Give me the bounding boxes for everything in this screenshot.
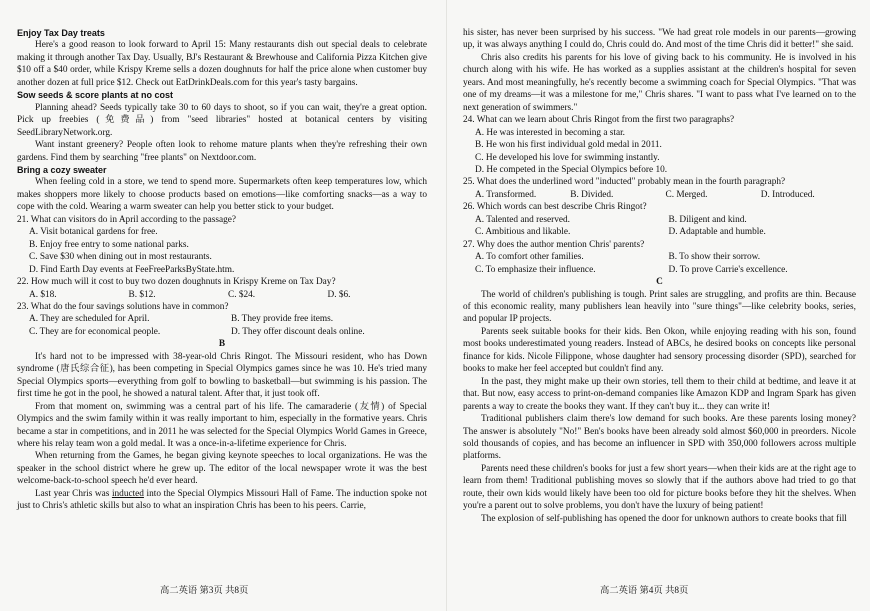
paragraph: Planning ahead? Seeds typically take 30 to 60 days to shoot, so if you can wait, they're a great option. Pick up freebies (免费品) from "seed libraries" hosted at botanical centers by visiting SeedLibraryNetwork.org. [17, 102, 427, 138]
page-fold-divider [446, 0, 447, 611]
option: D. Introduced. [760, 189, 815, 200]
question-21: 21. What can visitors do in April according to the passage? [17, 214, 237, 225]
paragraph: Traditional publishers claim there's low demand for such books. Are these parents losing money? The answer is absolutely "No!" Ben's books have been already sold almost $60,000 in preorders. Nicole sold thousands of copies, and has become an influencer in SPD with 350,000 followers across multiple platforms. [463, 414, 856, 462]
question-26: 26. Which words can best describe Chris Ringot? [463, 202, 647, 213]
question-24: 24. What can we learn about Chris Ringot from the first two paragraphs? [463, 115, 735, 126]
option: A. Transformed. [475, 189, 537, 200]
question-23-options [17, 313, 427, 338]
paragraph: The world of children's publishing is tough. Print sales are struggling, and profits are thin. Because of this economic reality, many publishers lean heavily into "sure things"—like celebrity books, series, and popular IP projects. [463, 289, 856, 325]
paragraph: When feeling cold in a store, we tend to spend more. Supermarkets often keep temperatures low, which makes shoppers more likely to choose products based on emotions—like comforting snacks—as a way to cope with the cold. Wearing a warm sweater can help you better stick to your budget. [17, 177, 427, 213]
question-22-options [17, 289, 427, 301]
option: C. To emphasize their influence. [475, 264, 596, 275]
option: B. He won his first individual gold medal in 2011. [475, 140, 662, 151]
page-footer-right: 高二英语 第4页 共8页 [600, 586, 689, 596]
option: A. They are scheduled for April. [29, 314, 150, 325]
paragraph: The explosion of self-publishing has opened the door for unknown authors to create books that fill [481, 513, 847, 524]
question-24-options [463, 127, 856, 177]
question-22: 22. How much will it cost to buy two dozen doughnuts in Krispy Kreme on Tax Day? [17, 277, 336, 288]
option: B. To show their sorrow. [668, 252, 761, 263]
option: D. Find Earth Day events at FeeFreeParksByState.htm. [29, 264, 235, 275]
right-column [463, 27, 856, 525]
paragraph: Here's a good reason to look forward to April 15: Many restaurants dish out special deals to celebrate making it through another Tax Day. Usually, BJ's Restaurant & Brewhouse and California Pizza Kitchen give $10 off a $40 order, while Krispy Kreme sells a dozen doughnuts for half the price alone when customer buy another dozen at full price $12. Check out EatDrinkDeals.com for this year's tasty bargains. [17, 40, 427, 88]
section-c-label: C [656, 277, 663, 288]
option: A. To comfort other families. [475, 252, 584, 263]
option: B. Diligent and kind. [668, 214, 747, 225]
left-column [17, 27, 427, 513]
option: A. He was interested in becoming a star. [475, 127, 625, 138]
option: C. Ambitious and likable. [475, 227, 571, 238]
question-21-options [17, 226, 427, 276]
option: D. He competed in the Special Olympics before 10. [475, 164, 668, 175]
option: B. $12. [128, 289, 156, 300]
paragraph: In the past, they might make up their own stories, tell them to their child at bedtime, and leave it at that. But now, easy access to print-on-demand companies like Amazon KDP and Ingram Spark has given parents a way to create the books they want. If they can't buy it... they can write it! [463, 376, 856, 412]
heading-tax-day: Enjoy Tax Day treats [17, 28, 105, 38]
option: B. Divided. [570, 189, 614, 200]
paragraph-induction [17, 488, 427, 513]
option: C. Save $30 when dining out in most restaurants. [29, 252, 212, 263]
question-27: 27. Why does the author mention Chris' parents? [463, 239, 645, 250]
question-23: 23. What do the four savings solutions have in common? [17, 301, 229, 312]
question-26-options [463, 214, 856, 239]
option: D. Adaptable and humble. [668, 227, 766, 238]
option: C. Merged. [665, 189, 708, 200]
option: A. $18. [29, 289, 57, 300]
option: D. They offer discount deals online. [231, 326, 365, 337]
paragraph: his sister, has never been surprised by his success. "We had great role models in our parents—growing up, it was always anything I could do, Chris could do. And most of the time Chris did it better!" she said. [463, 28, 856, 51]
heading-sweater: Bring a cozy sweater [17, 164, 107, 175]
paragraph: It's hard not to be impressed with 38-year-old Chris Ringot. The Missouri resident, who has Down syndrome (唐氏综合征), has been competing in Special Olympics games since he was 10. He's tried many Special Olympics sports—everything from golf to bowling to basketball—but swimming is his passion. The first time he got in the pool, he showed a natural talent. After that, it just took off. [17, 351, 427, 400]
paragraph: Parents need these children's books for just a few short years—when their kids are at the right age to learn from them! Traditional publishing moves so slowly that if the authors above had tried to go that route, their own kids would likely have been too old for picture books before they hit the shelves. When you're a parent out to solve problems, you don't have the luxury of being patient! [463, 463, 856, 512]
option: C. He developed his love for swimming instantly. [475, 152, 660, 163]
question-25: 25. What does the underlined word "inducted" probably mean in the fourth paragraph? [463, 177, 786, 188]
question-27-options [463, 251, 856, 276]
option: A. Visit botanical gardens for free. [29, 227, 158, 238]
text: Last year Chris was [35, 488, 112, 499]
paragraph: When returning from the Games, he began giving keynote speeches to local organizations. He was the speaker in the school district where he grew up. The editor of the local newspaper wrote it was the best welcome-back-to-school speech he'd ever heard. [17, 451, 427, 487]
underlined-word: inducted [111, 488, 144, 499]
option: D. $6. [327, 289, 351, 300]
paragraph: Parents seek suitable books for their kids. Ben Okon, while enjoying reading with his son, found most books underestimated young readers. Instead of ABCs, he desired books on concepts like personal finance for kids. Nicole Filippone, whose daughter had sensory processing disorder (SPD), searched for books to make her feel accepted but couldn't find any. [463, 326, 856, 375]
option: D. To prove Carrie's excellence. [668, 264, 788, 275]
page-footer-left: 高二英语 第3页 共8页 [160, 586, 249, 596]
question-25-options [463, 189, 856, 201]
option: B. Enjoy free entry to some national parks. [29, 239, 189, 250]
heading-seeds: Sow seeds & score plants at no cost [17, 90, 174, 101]
text: into the Special Olympics Missouri Hall of Fame. The induction spoke not just to Chris's athletic skills but also to what an inspiration Chris has been to his peers. Carrie, [17, 488, 428, 512]
section-b-label: B [218, 339, 226, 350]
paragraph: From that moment on, swimming was a central part of his life. The camaraderie (友情) of Special Olympics and the swim family within it was really important to him, especially in the formative years. Chris became a star in competitions, and in 2011 he was selected for the Special Olympics World Games in Greece, where his relay team won a gold medal. It was a once-in-a-lifetime experience for Chris. [17, 401, 427, 449]
option: C. $24. [228, 289, 256, 300]
option: A. Talented and reserved. [475, 214, 570, 225]
option: C. They are for economical people. [29, 326, 161, 337]
option: B. They provide free items. [231, 314, 334, 325]
paragraph: Chris also credits his parents for his love of giving back to his community. He is involved in his church along with his wife. He has worked as a supplies assistant at the children's hospital for seven years. And most meaningfully, he's recently become a swimming coach for Special Olympics. "That was one of my dreams—it was a milestone for me," Chris shares. "I want to pass what I've learned on to the next generation of swimmers." [463, 52, 856, 113]
paragraph: Want instant greenery? People often look to rehome mature plants when they're refreshing their own gardens. Find them by searching "free plants" on Nextdoor.com. [17, 140, 427, 163]
